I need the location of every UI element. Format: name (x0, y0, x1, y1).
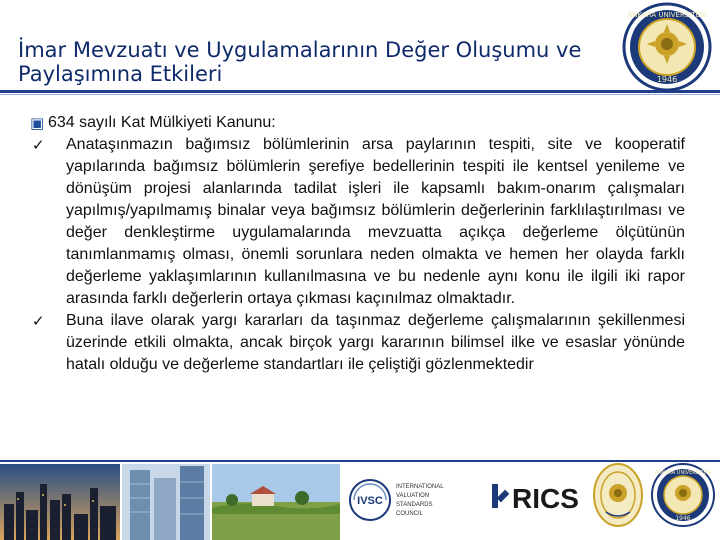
city-skyline-image (0, 464, 120, 540)
ivsc-logo (348, 470, 463, 530)
ivsc-line: INTERNATIONAL (396, 484, 444, 490)
ivsc-line: COUNCIL (396, 511, 424, 517)
ivsc-line: VALUATION (396, 493, 430, 499)
checkmark-icon: ✓ (32, 136, 45, 154)
list-item-text: Anataşınmazın bağımsız bölümlerinin arsa paylarının tespiti, site ve kooperatif yapılarında bağımsız bölümlerin şerefiye bedellerinin tespiti ile kentsel yenileme ve dönüşüm projesi alanlarında tadilat işleri ile kapsamlı bakım-onarım çalışmaları yapılmış/yapılmamış binalar veya bağımsız bölümlerin değerlerinin farklılaştırılması ve değer denkleştirme uygulamalarında mevzuatta açıkça değerleme ölçütünün tanımlanmamış olması, önemli sorunlara neden olmakta ve hemen her olayda farklı değerleme yaklaşımlarının kullanılmasına ve bu nedenle aynı konu ile ilgili iki rapor arasında farklı değerlerin ortaya çıkması kaçınılmaz olmaktadır. (66, 136, 685, 307)
title-divider-thin (0, 94, 720, 95)
seal-year: 1946 (675, 515, 691, 522)
tower-buildings-image (122, 464, 210, 540)
landscape-image (212, 464, 340, 540)
list-item (30, 134, 685, 310)
seal-text: ANKARA ÜNİVERSİTESİ (627, 11, 707, 19)
ankara-university-seal-logo (622, 2, 712, 92)
heading-text: 634 sayılı Kat Mülkiyeti Kanunu: (48, 114, 276, 131)
ankara-university-seal-logo-small (650, 462, 716, 528)
rics-emblem-icon (492, 484, 509, 508)
checkmark-icon: ✓ (32, 312, 45, 330)
ivsc-mark: IVSC (357, 495, 383, 507)
bullet-heading (30, 112, 685, 134)
seal-text: ANKARA ÜNİVERSİTESİ (654, 470, 712, 476)
title-divider (0, 90, 720, 93)
rics-mark: RICS (512, 483, 579, 514)
gold-seal-logo (592, 462, 644, 528)
list-item (30, 310, 685, 376)
slide-body (30, 112, 685, 376)
square-bullet-icon: ▣ (30, 114, 45, 132)
rics-logo (490, 476, 585, 516)
seal-year: 1946 (656, 75, 678, 84)
list-item-text: Buna ilave olarak yargı kararları da taşınmaz değerleme çalışmalarının şekillenmesi üzerinde etkili olmakta, ancak birçok yargı kararının bilimsel ilke ve esaslar yönünde hatalı olduğu ve değerleme standartları ile çeliştiği gözlenmektedir (66, 312, 685, 373)
slide-title: İmar Mevzuatı ve Uygulamalarının Değer Oluşumu ve Paylaşımına Etkileri (18, 38, 582, 86)
ivsc-line: STANDARDS (396, 502, 433, 508)
